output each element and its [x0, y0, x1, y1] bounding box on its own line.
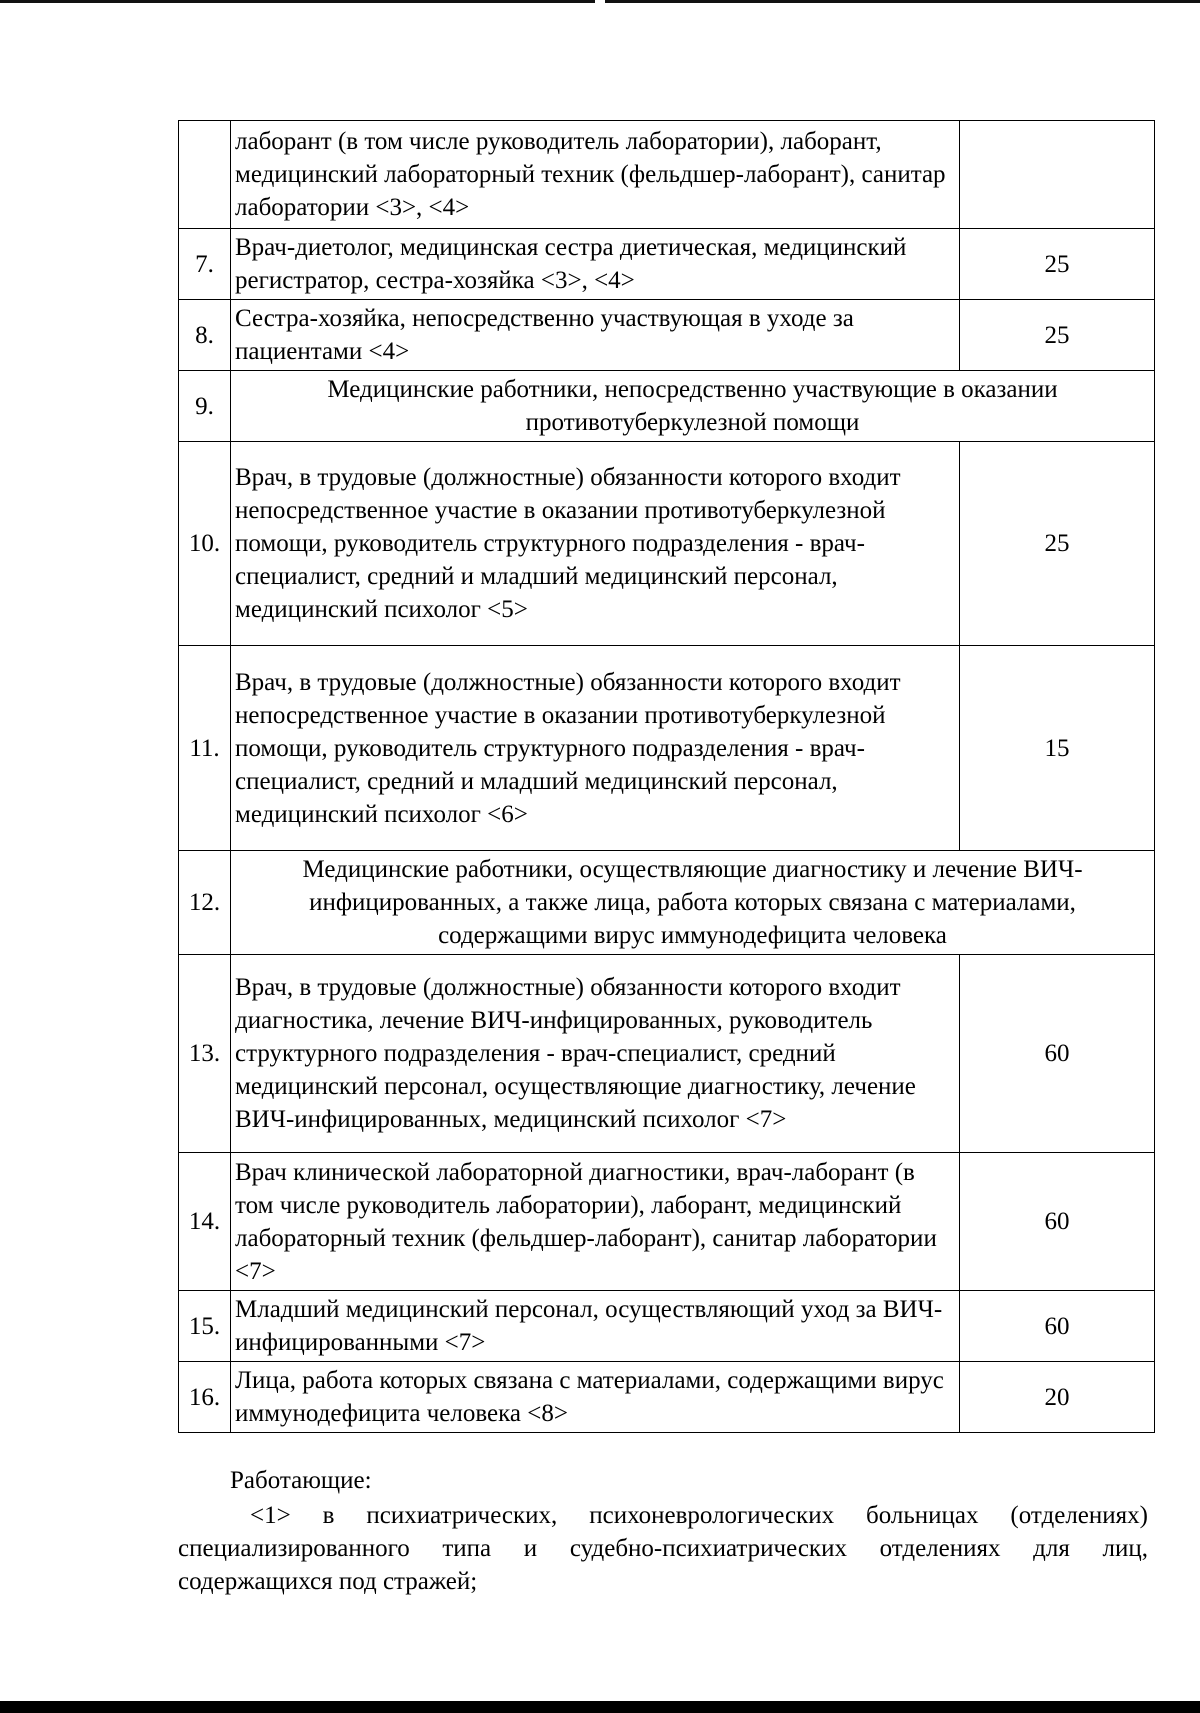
row-description: Врач-диетолог, медицинская сестра диетическая, медицинский регистратор, сестра-хозяйка <3>, <4>	[231, 229, 960, 300]
table-row	[179, 300, 1155, 371]
section-row	[179, 371, 1155, 442]
top-scan-line	[0, 0, 595, 3]
section-heading: Медицинские работники, непосредственно участвующие в оказании противотуберкулезной помощи	[231, 371, 1155, 442]
row-number: 14.	[179, 1153, 231, 1291]
row-number: 16.	[179, 1362, 231, 1433]
row-description: Лица, работа которых связана с материалами, содержащими вирус иммунодефицита человека <8>	[231, 1362, 960, 1433]
footnotes-heading: Работающие:	[230, 1467, 372, 1494]
row-number: 7.	[179, 229, 231, 300]
row-value: 60	[960, 1291, 1155, 1362]
row-value	[960, 121, 1155, 229]
row-number	[179, 121, 231, 229]
table-row	[179, 1291, 1155, 1362]
row-description: Врач, в трудовые (должностные) обязанности которого входит непосредственное участие в оказании противотуберкулезной помощи, руководитель структурного подразделения - врач-специалист, средний и младший медицинский персонал, медицинский психолог <6>	[231, 646, 960, 851]
row-value: 25	[960, 300, 1155, 371]
row-description: Врач, в трудовые (должностные) обязанности которого входит диагностика, лечение ВИЧ-инфицированных, руководитель структурного подразделения - врач-специалист, средний медицинский персонал, осуществляющие диагностику, лечение ВИЧ-инфицированных, медицинский психолог <7>	[231, 955, 960, 1153]
row-number: 9.	[179, 371, 231, 442]
table-row	[179, 646, 1155, 851]
table-row	[179, 121, 1155, 229]
row-number: 13.	[179, 955, 231, 1153]
top-scan-line	[605, 0, 1200, 3]
row-value: 25	[960, 442, 1155, 646]
bottom-scan-border	[0, 1701, 1200, 1713]
row-number: 11.	[179, 646, 231, 851]
row-description: Врач клинической лабораторной диагностики, врач-лаборант (в том числе руководитель лаборатории), лаборант, медицинский лабораторный техник (фельдшер-лаборант), санитар лаборатории <7>	[231, 1153, 960, 1291]
table-row	[179, 1362, 1155, 1433]
table-row	[179, 1153, 1155, 1291]
footnote-1: <1> в психиатрических, психоневрологических больницах (отделениях) специализированного типа и судебно-психиатрических отделениях для лиц, содержащихся под стражей;	[178, 1502, 1148, 1595]
table-row	[179, 442, 1155, 646]
row-value: 20	[960, 1362, 1155, 1433]
row-value: 15	[960, 646, 1155, 851]
row-description: лаборант (в том числе руководитель лаборатории), лаборант, медицинский лабораторный техник (фельдшер-лаборант), санитар лаборатории <3>, <4>	[231, 121, 960, 229]
row-description: Младший медицинский персонал, осуществляющий уход за ВИЧ-инфицированными <7>	[231, 1291, 960, 1362]
row-description: Сестра-хозяйка, непосредственно участвующая в уходе за пациентами <4>	[231, 300, 960, 371]
row-value: 60	[960, 1153, 1155, 1291]
section-heading: Медицинские работники, осуществляющие диагностику и лечение ВИЧ-инфицированных, а также лица, работа которых связана с материалами, содержащими вирус иммунодефицита человека	[231, 851, 1155, 955]
row-value: 25	[960, 229, 1155, 300]
row-number: 12.	[179, 851, 231, 955]
footnotes-section	[178, 1464, 1148, 1598]
row-description: Врач, в трудовые (должностные) обязанности которого входит непосредственное участие в оказании противотуберкулезной помощи, руководитель структурного подразделения - врач-специалист, средний и младший медицинский персонал, медицинский психолог <5>	[231, 442, 960, 646]
row-number: 15.	[179, 1291, 231, 1362]
allowance-table	[178, 120, 1155, 1433]
table-row	[179, 229, 1155, 300]
row-number: 8.	[179, 300, 231, 371]
row-value: 60	[960, 955, 1155, 1153]
section-row	[179, 851, 1155, 955]
row-number: 10.	[179, 442, 231, 646]
table-row	[179, 955, 1155, 1153]
